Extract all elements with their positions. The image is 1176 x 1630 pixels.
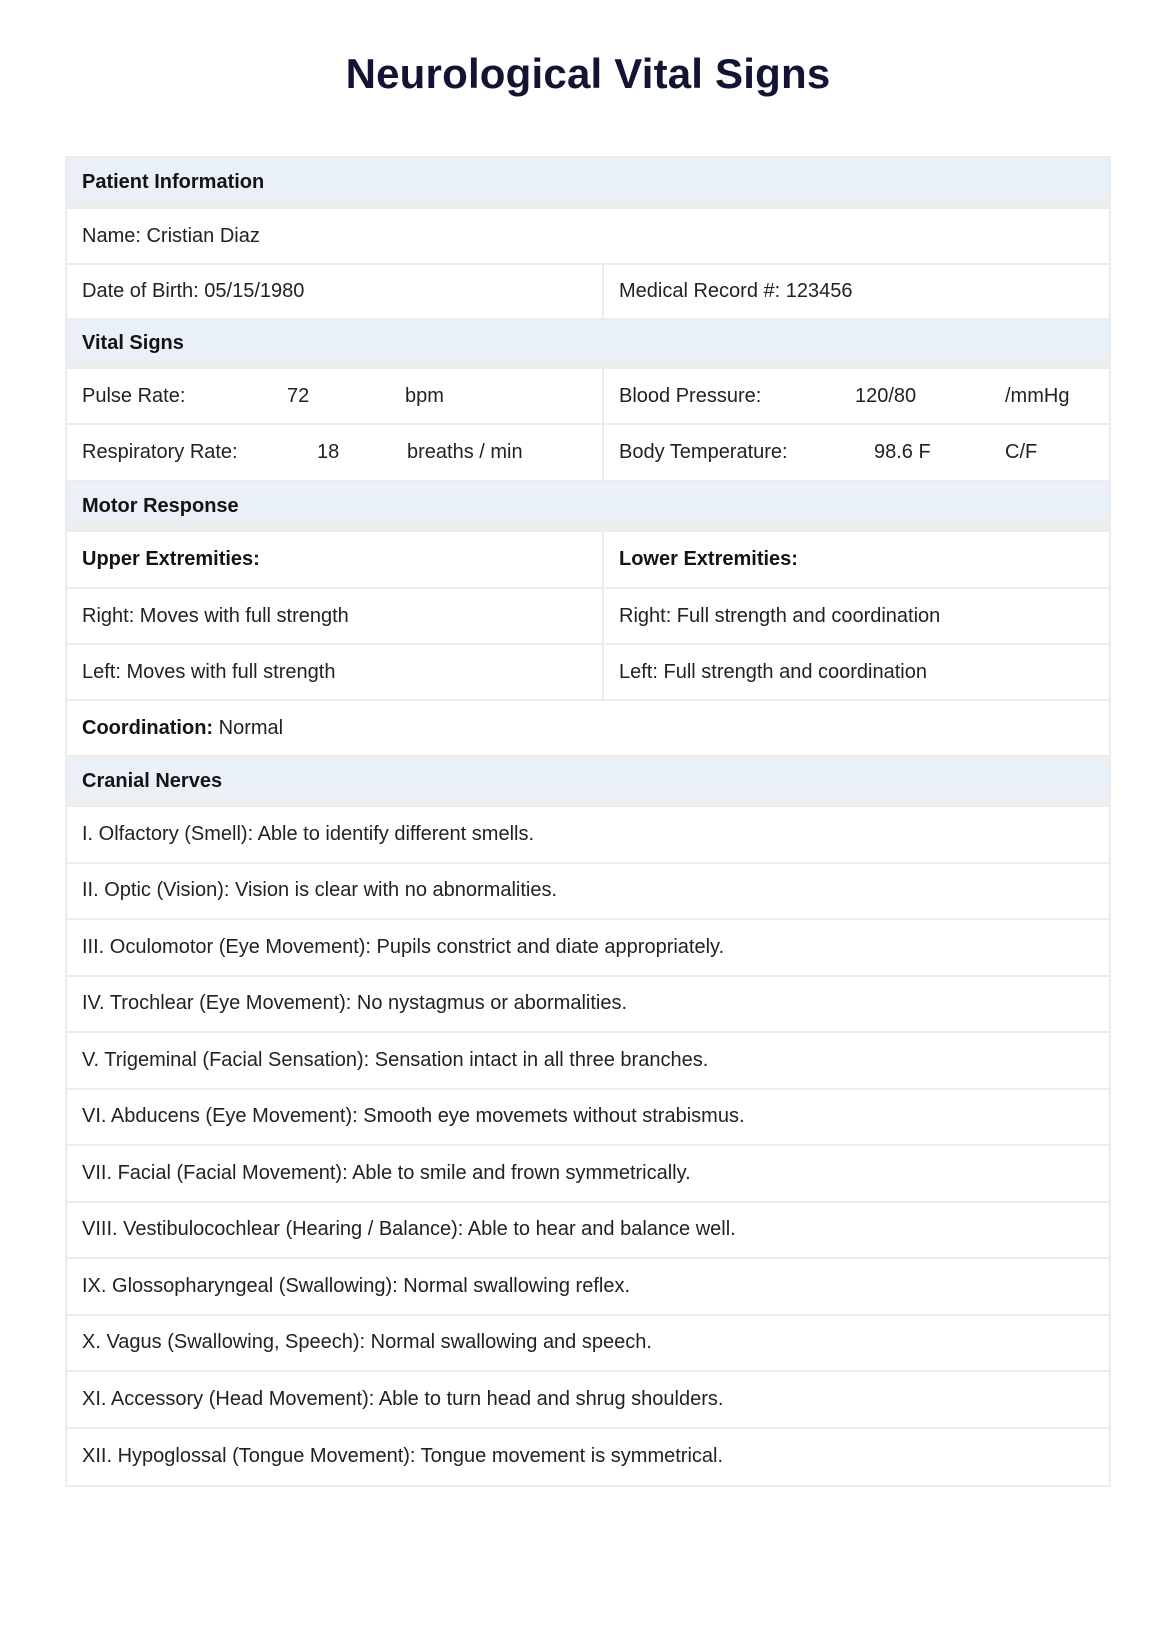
cranial-nerve-row (67, 807, 1109, 864)
field-label: Blood Pressure: (619, 384, 762, 407)
patient-name-value: Cristian Diaz (146, 224, 260, 247)
cranial-nerve-field[interactable]: XII. Hypoglossal (Tongue Movement): Tongue movement is symmetrical. (82, 1445, 724, 1468)
lower-left-field[interactable]: Left: Full strength and coordination (619, 660, 927, 683)
extremities-left-row (67, 645, 1109, 701)
cranial-nerve-field[interactable]: IV. Trochlear (Eye Movement): No nystagmus or abormalities. (82, 992, 628, 1015)
cranial-nerve-row (67, 1090, 1109, 1147)
section-header-cranial-nerves (67, 757, 1109, 807)
cranial-nerve-field[interactable]: VI. Abducens (Eye Movement): Smooth eye movemets without strabismus. (82, 1105, 745, 1128)
cranial-nerve-row (67, 1203, 1109, 1260)
pulse-rate-value: 72 (287, 384, 310, 407)
cranial-nerve-row (67, 1259, 1109, 1316)
cranial-nerve-field[interactable]: VIII. Vestibulocochlear (Hearing / Balance): Able to hear and balance well. (82, 1218, 736, 1241)
blood-pressure-field[interactable] (604, 369, 1109, 423)
cranial-nerve-row (67, 864, 1109, 921)
coordination-value: Normal (218, 716, 284, 739)
cranial-nerve-row (67, 920, 1109, 977)
lower-right-field[interactable]: Right: Full strength and coordination (619, 604, 941, 627)
cranial-nerve-field[interactable]: IX. Glossopharyngeal (Swallowing): Normal swallowing reflex. (82, 1274, 630, 1297)
coordination-row (67, 701, 1109, 757)
cranial-nerve-field[interactable]: V. Trigeminal (Facial Sensation): Sensation intact in all three branches. (82, 1048, 709, 1071)
extremities-heading-row (67, 532, 1109, 589)
upper-left-field[interactable]: Left: Moves with full strength (67, 645, 604, 699)
vitals-row-2 (67, 425, 1109, 482)
cranial-nerve-field[interactable]: II. Optic (Vision): Vision is clear with no abnormalities. (82, 879, 558, 902)
patient-ids-row (67, 265, 1109, 320)
section-header-vital-signs (67, 320, 1109, 369)
upper-right-field[interactable]: Right: Moves with full strength (67, 589, 604, 643)
date-of-birth-value: 05/15/1980 (204, 280, 305, 302)
section-title: Patient Information (82, 171, 265, 193)
date-of-birth-field[interactable] (67, 265, 604, 318)
cranial-nerve-row (67, 1033, 1109, 1090)
extremities-right-row (67, 589, 1109, 645)
cranial-nerve-field[interactable]: XI. Accessory (Head Movement): Able to turn head and shrug shoulders. (82, 1387, 724, 1410)
section-header-motor-response (67, 482, 1109, 532)
neuro-vitals-form (65, 156, 1111, 1487)
field-label: Date of Birth: (82, 280, 199, 302)
cranial-nerve-field[interactable]: III. Oculomotor (Eye Movement): Pupils constrict and diate appropriately. (82, 935, 725, 958)
pulse-rate-unit: bpm (405, 384, 444, 407)
section-title: Vital Signs (82, 332, 184, 354)
body-temperature-unit: C/F (1005, 441, 1038, 463)
cranial-nerve-field[interactable]: X. Vagus (Swallowing, Speech): Normal swallowing and speech. (82, 1331, 652, 1354)
section-title: Cranial Nerves (82, 769, 223, 792)
respiratory-rate-unit: breaths / min (407, 441, 523, 463)
section-header-patient-information (67, 158, 1109, 209)
patient-name-row (67, 209, 1109, 265)
pulse-rate-field[interactable] (67, 369, 604, 423)
field-label: Medical Record #: (619, 280, 781, 302)
field-label: Name: (82, 224, 141, 247)
blood-pressure-value: 120/80 (855, 384, 917, 407)
section-title: Motor Response (82, 494, 239, 517)
cranial-nerve-row (67, 1316, 1109, 1373)
field-label: Body Temperature: (619, 441, 788, 463)
field-label: Coordination: (82, 716, 214, 739)
lower-extremities-heading: Lower Extremities: (619, 548, 798, 570)
cranial-nerve-field[interactable]: I. Olfactory (Smell): Able to identify different smells. (82, 822, 535, 845)
medical-record-field[interactable] (604, 265, 1109, 318)
vitals-row-1 (67, 369, 1109, 425)
page-title: Neurological Vital Signs (345, 50, 831, 97)
cranial-nerve-row (67, 1372, 1109, 1429)
coordination-field[interactable] (67, 701, 1109, 755)
cranial-nerve-row (67, 977, 1109, 1034)
body-temperature-value: 98.6 F (874, 441, 931, 463)
blood-pressure-unit: /mmHg (1005, 384, 1070, 407)
upper-extremities-heading: Upper Extremities: (67, 532, 604, 587)
field-label: Respiratory Rate: (82, 441, 238, 463)
body-temperature-field[interactable] (604, 425, 1109, 480)
cranial-nerve-row (67, 1146, 1109, 1203)
cranial-nerve-row (67, 1429, 1109, 1486)
medical-record-value: 123456 (785, 280, 853, 302)
respiratory-rate-field[interactable] (67, 425, 604, 480)
cranial-nerve-field[interactable]: VII. Facial (Facial Movement): Able to smile and frown symmetrically. (82, 1161, 691, 1184)
field-label: Pulse Rate: (82, 384, 186, 407)
patient-name-field[interactable] (67, 209, 1109, 263)
respiratory-rate-value: 18 (317, 441, 340, 463)
